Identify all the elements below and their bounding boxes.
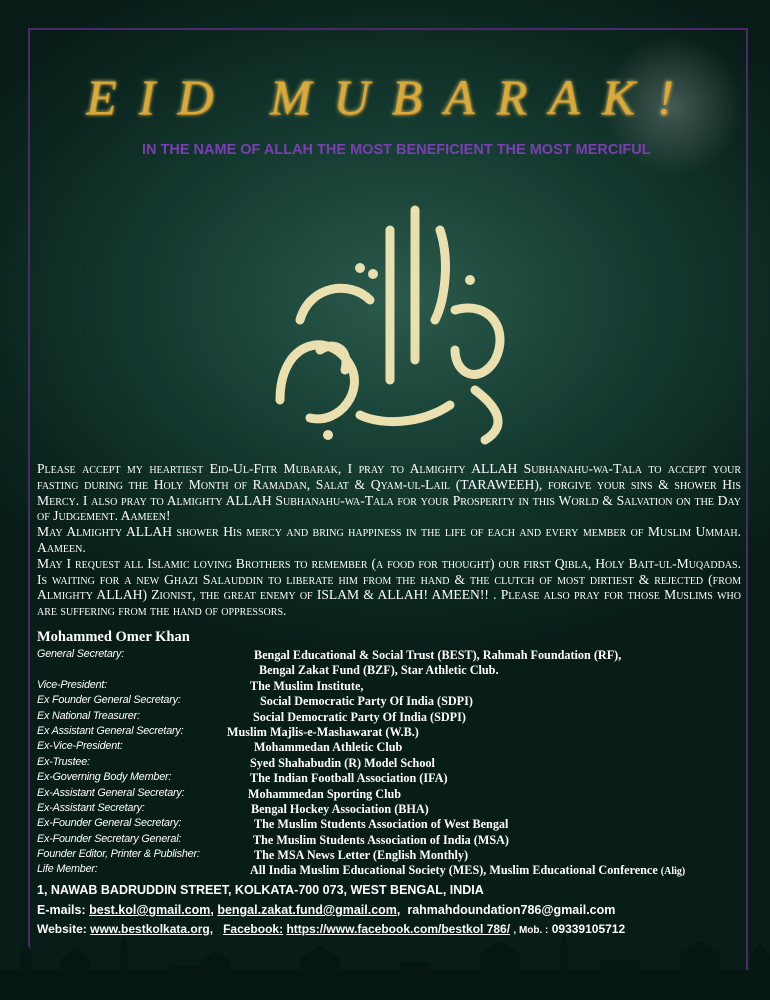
role-row [37, 833, 757, 848]
role-title: Life Member: [37, 863, 98, 876]
role-row [37, 725, 757, 740]
role-org: Bengal Educational & Social Trust (BEST), Rahmah Foundation (RF), [254, 648, 622, 662]
role-org: Mohammedan Athletic Club [254, 740, 403, 755]
role-org [250, 863, 685, 878]
role-row [37, 679, 757, 694]
role-title: Vice-President: [37, 678, 108, 691]
role-org: The Muslim Students Association of West Bengal [254, 817, 509, 832]
role-title: General Secretary: [37, 648, 125, 660]
email-link-zakat[interactable]: bengal.zakat.fund@gmail.com [217, 903, 397, 917]
role-org: Bengal Hockey Association (BHA) [251, 801, 429, 816]
role-org: Social Democratic Party Of India (SDPI) [260, 694, 473, 709]
mobile-label: , Mob. : [513, 925, 549, 936]
facebook-link[interactable]: https://www.facebook.com/bestkol 786/ [286, 922, 511, 936]
mobile-number: 09339105712 [551, 922, 626, 936]
website-label: Website: [37, 922, 87, 936]
role-title: Ex-Assistant General Secretary: [37, 786, 185, 799]
role-title: Ex-Vice-President: [37, 740, 123, 753]
email-link-rahmah[interactable]: rahmahdoundation786@gmail.com [407, 903, 616, 917]
eid-message [37, 461, 741, 619]
message-paragraph-1: Please accept my heartiest Eid-Ul-Fitr Mubarak, I pray to Almighty ALLAH Subhanahu-wa-Tala to accept your fasting during the Holy Month of Ramadan, Salat & Qyam-ul-Lail (TARAWEEH), forgive your sins & shower His Mercy. I also pray to Almighty ALLAH Subhanahu-wa-Tala for your Prosperity in this World & Salvation on the Day of Judgement. Aameen! [37, 461, 741, 524]
role-title: Ex-Trustee: [37, 755, 90, 768]
role-title: Ex-Governing Body Member: [37, 771, 172, 784]
emails-line: E-mails: best.kol@gmail.com, bengal.zakat.fund@gmail.com, rahmahdoundation786@gmail.com [37, 903, 616, 917]
role-row [37, 710, 757, 725]
role-org: The Indian Football Association (IFA) [250, 771, 448, 786]
city-skyline-silhouette [0, 930, 770, 1000]
role-title: Ex-Founder General Secretary: [37, 817, 182, 830]
website-line: Website: www.bestkolkata.org, Facebook: https://www.facebook.com/bestkol 786/ , Mob. : 09339105712 [37, 922, 626, 936]
facebook-label[interactable]: Facebook: [223, 922, 284, 936]
role-org: The Muslim Students Association of India (MSA) [253, 832, 509, 847]
role-org: Social Democratic Party Of India (SDPI) [253, 709, 466, 724]
role-org-suffix: (Alig) [660, 866, 686, 878]
signatory-name: Mohammed Omer Khan [37, 629, 190, 645]
role-row [37, 694, 757, 709]
emails-label: E-mails: [37, 903, 86, 917]
role-title: Ex-Founder Secretary General: [37, 832, 182, 845]
role-row [37, 771, 757, 786]
eid-mubarak-calligraphy-icon [240, 190, 540, 450]
role-row [37, 802, 757, 817]
role-org: Bengal Zakat Fund (BZF), Star Athletic Club. [259, 663, 499, 678]
role-org: Muslim Majlis-e-Mashawarat (W.B.) [227, 724, 419, 739]
website-link[interactable]: www.bestkolkata.org [90, 922, 210, 936]
role-title: Ex National Treasurer: [37, 709, 140, 722]
role-row [37, 663, 757, 678]
role-org: The MSA News Letter (English Monthly) [254, 848, 469, 863]
role-row [37, 848, 757, 863]
email-link-best[interactable]: best.kol@gmail.com [89, 903, 211, 917]
bismillah-heading: IN THE NAME OF ALLAH THE MOST BENEFICIENT THE MOST MERCIFUL [142, 142, 651, 158]
role-row [37, 863, 757, 878]
role-org: Syed Shahabudin (R) Model School [250, 755, 435, 770]
role-row [37, 787, 757, 802]
role-title: Ex Founder General Secretary: [37, 694, 181, 707]
address: 1, NAWAB BADRUDDIN STREET, KOLKATA-700 073, WEST BENGAL, INDIA [37, 883, 484, 897]
message-paragraph-3: May I request all Islamic loving Brothers to remember (a food for thought) our first Qibla, Holy Bait-ul-Muqaddas. Is waiting for a new Ghazi Salauddin to liberate him from the hand & the clutch of most dirtiest & rejected (from Almighty ALLAH) Zionist, the great enemy of ISLAM & ALLAH! AMEEN!! . Please also pray for those Muslims who are suffering from the hand of oppressors. [37, 555, 741, 619]
role-org: Mohammedan Sporting Club [248, 786, 402, 801]
role-org: The Muslim Institute, [250, 678, 364, 693]
role-row [37, 817, 757, 832]
role-title: Ex-Assistant Secretary: [37, 801, 145, 814]
role-row [37, 756, 757, 771]
role-title: Founder Editor, Printer & Publisher: [37, 848, 200, 861]
roles-list [37, 648, 757, 879]
message-paragraph-2: May Almighty ALLAH shower His mercy and bring happiness in the life of each and every member of Muslim Ummah. Aameen. [37, 524, 741, 555]
role-row [37, 648, 757, 663]
eid-mubarak-title: EID MUBARAK! [86, 69, 696, 125]
role-row [37, 740, 757, 755]
role-title: Ex Assistant General Secretary: [37, 724, 184, 737]
role-org-text: All India Muslim Educational Society (MES), Muslim Educational Conference [250, 863, 658, 878]
